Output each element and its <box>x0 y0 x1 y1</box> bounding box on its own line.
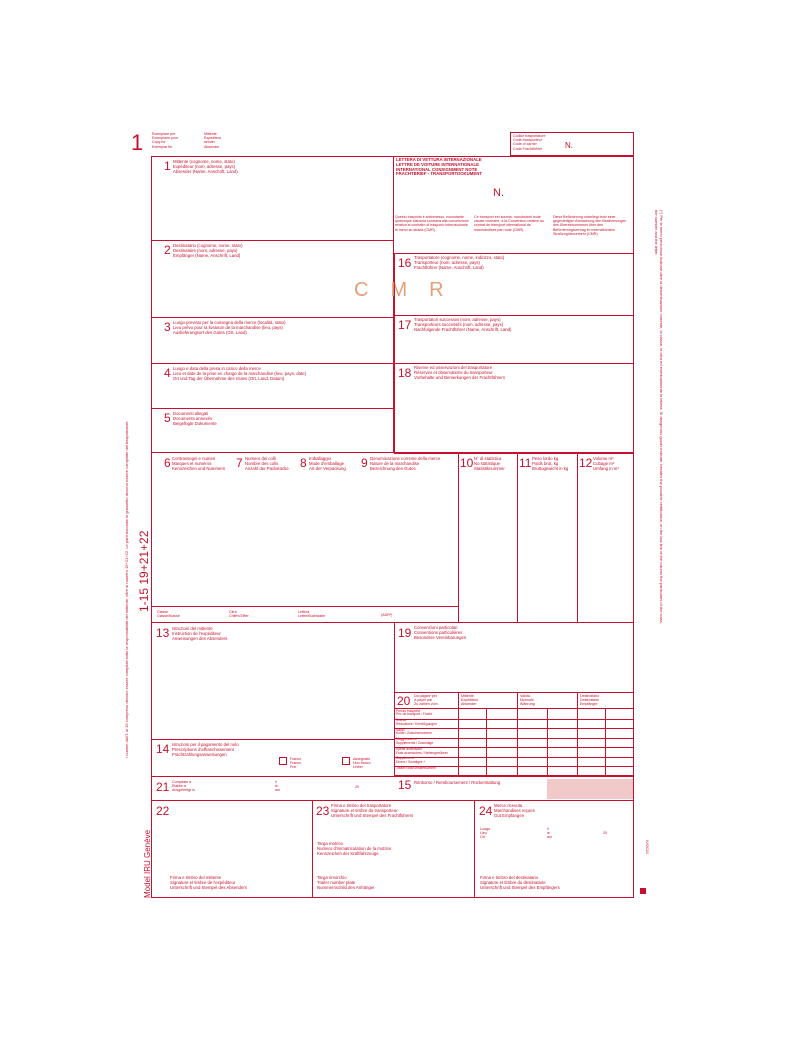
carrier-code-box[interactable] <box>510 132 634 156</box>
col-destinatario: Destinatario Destinataire Empfänger <box>580 694 600 707</box>
field-11-number: 11 <box>519 456 532 470</box>
assegnato-label: Assegnato Non franco Unfrei <box>353 757 371 770</box>
field-5-number: 5 <box>164 411 171 425</box>
document-number: N. <box>493 187 504 199</box>
copy-number: 1 <box>131 130 144 155</box>
field-16[interactable] <box>395 254 633 314</box>
col-valuta: Valuta Monnaie Währung <box>520 694 535 707</box>
field-15-number: 15 <box>398 778 412 792</box>
field-9-label: Denominazione corrente della merce Nature de la marchandise Bezeichnung des Gutes <box>370 456 441 471</box>
legend-numbers: 1-15 19+21+22 <box>137 530 151 612</box>
field-21[interactable] <box>152 778 392 799</box>
field-11-label: Peso lordo kg. Poids brut, kg Bruttogewicht in kg <box>532 456 569 471</box>
field-19-label: Convenzioni particolari Conventions particulières Besondere Vereinbarungen <box>414 625 467 640</box>
field-22-number: 22 <box>156 804 170 818</box>
field-23-number: 23 <box>316 804 330 818</box>
trailer-plate-label: Targa rimorchio Trailer number plate Nummernschild des Anhänger <box>317 875 375 890</box>
field-24-place-label: Luogo Lieu Ort <box>480 827 490 840</box>
copy-for-labels: Esemplare per Exemplaire pour Copy for Exemplar für <box>152 132 179 149</box>
field-8[interactable] <box>300 454 360 604</box>
field-19[interactable] <box>395 624 633 690</box>
field-14-number: 14 <box>156 742 170 756</box>
field-11[interactable] <box>518 454 576 620</box>
field-13[interactable] <box>152 624 392 738</box>
field-9-number: 9 <box>361 456 368 470</box>
field-4-label: Luogo e data della presa in carico della merce Lieu et date de la prise en charge de la marchandise (lieu, pays, date) Ort und Tag der Übernahme des Gutes (Ort, Land, Datum) <box>173 366 307 381</box>
field-24[interactable] <box>475 802 633 896</box>
field-5[interactable] <box>152 409 392 451</box>
field-15-label: Rimborso / Remboursement / Rückerstattung <box>414 780 501 785</box>
field-12-label: Volume m³ Cubage m³ Umfang in m³ <box>593 456 619 471</box>
field-19-number: 19 <box>398 626 412 640</box>
charge-row-label: Spese accessorie Frais accessoires / Nebengebühren <box>396 746 449 755</box>
field-24-label: Merce ricevuta Marchandises reçues Gut Empfangen <box>494 803 535 818</box>
print-code: IV/2020 <box>645 840 650 854</box>
field-21-number: 21 <box>156 780 170 794</box>
field-24-number: 24 <box>479 804 493 818</box>
field-18[interactable] <box>395 364 633 452</box>
field-15-shading <box>547 779 633 799</box>
convention-fr: Ce transport est soumis, nonobstant toute clause contraire, à la Convention relative au contrat de transport international de marchandises par route (CMR). <box>474 215 544 232</box>
field-21-date-label: il le am <box>275 780 280 793</box>
field-5-label: Documenti allegati Documents annexés Beigefügte Dokumente <box>173 411 217 426</box>
field-14[interactable] <box>152 740 392 775</box>
cmr-watermark: CMR <box>354 279 466 301</box>
charge-row-label: Supplement Divers / Sonstiges + <box>396 756 426 765</box>
field-8-number: 8 <box>300 456 307 470</box>
field-23-label: Firma e timbro del trasportatore Signature et timbre du transporteur Unterschrift und Stempel des Frachtführers <box>331 803 414 818</box>
field-14-label: Istruzioni per il pagamento del nolo Prescriptions d'affranchissement Frachtzahlungsanweisungen <box>172 742 239 757</box>
field-16-number: 16 <box>398 256 412 270</box>
copy-for-targets: Mittente Expediteur sender Absender <box>204 132 222 149</box>
field-17-label: Trasportatori successivi (nom, adresse, pays) Transporteurs successifs (nom, adresse, pays) Nachfolgende Frachtführer (Name, Anschrift, Land) <box>414 317 512 332</box>
field-3[interactable] <box>152 318 392 362</box>
legend-left-text: I numeri dall'1 al 15 compreso devono essere compilati sotto la responsabilità del mittente, oltre al numero 19+21+22. Le parti tracciate in grassetto devono essere compilate dal trasportatore. <box>124 420 129 758</box>
franco-checkbox[interactable] <box>279 757 287 765</box>
carrier-code-n: N. <box>565 141 573 150</box>
field-7-number: 7 <box>236 456 243 470</box>
legend-right-text: (*) Per le merci pericolose indicare oltre la denominazione corrente, la classe, la cifra ed eventualmente la lettera. Si dangerous goods indicate, besides the possible certification, on the last line of the column the particulars of the class, the number and the letter. <box>654 210 664 624</box>
field-13-label: Istruzioni del mittente Instruction de l'expéditeur Anweisungen des Absenders <box>172 626 228 641</box>
field-10-label: N° di statistica No statistique Statistiknummer <box>474 456 505 471</box>
field-16-label: Trasportatore (cognome, nome, indirizzo, stato) Transporteur (nom, adresse, pays) Frachtführer (Name, Anschrift, Land) <box>414 255 505 270</box>
field-20-number: 20 <box>397 694 411 708</box>
field-13-number: 13 <box>156 626 170 640</box>
field-21-label: Compilato a Etablie à Ausgefertigt in <box>172 780 195 793</box>
model-iru-label: Model IRU Genève <box>143 829 152 898</box>
carrier-code-labels: Codice trasportatore Code transporteur Code of carrier Code Frachtführer <box>513 134 546 151</box>
field-7[interactable] <box>236 454 296 604</box>
field-1-label: Mittente (cognome, nome, stato) Expéditeur (nom, adresse, pays) Absender (Name, Anschrift, Land) <box>173 159 238 174</box>
field-22-signature-label: Firma e timbro del mittente Signature et timbre de l'expéditeur Unterschrift und Stempel des Absenders <box>170 875 247 890</box>
field-4-number: 4 <box>164 366 171 380</box>
field-17-number: 17 <box>398 318 412 332</box>
field-6-number: 6 <box>164 456 171 470</box>
field-17[interactable] <box>395 316 633 362</box>
col-mittente: Mittente Expéditeur Absender <box>461 694 479 707</box>
field-7-label: Numero dei colli Nombre des colis Anzahl der Packstücke <box>245 456 289 471</box>
field-24-signature-label: Firma e timbro del destinatario Signature et timbre du destinataire Unterschrift und Stempel des Empfängers <box>480 875 560 890</box>
adr-lettera: Lettera Lettre/Buchstabe <box>298 610 326 619</box>
field-18-label: Riserve ed osservazioni del trasportatore Réserves et observations du transporteur Vorbehalte und Bemerkungen der Frachtführers <box>414 365 506 380</box>
assegnato-checkbox[interactable] <box>342 757 350 765</box>
charge-row-divider <box>394 757 634 758</box>
field-3-number: 3 <box>164 320 171 334</box>
convention-de: Diese Beförderung unterliegt trotz einer gegenteiligen Abmachung den Bestimmungen des Übereinkommens über den Beförderungsvertrag im internationalen Straßengüterverkehr (CMR). <box>553 215 627 236</box>
charge-row-label: Maggiorazioni Suppléments / Zuschläge <box>396 737 434 745</box>
adr-cifra: Cifra Chiffre/Ziffer <box>229 610 249 619</box>
field-6-label: Contrassegni e numeri Marques et numéros Kennzeichen und Nummern <box>172 456 226 471</box>
field-23[interactable] <box>313 802 473 896</box>
adr-classe: Classe Classe/Klasse <box>157 610 180 619</box>
field-24-date-label: il le am <box>547 827 552 840</box>
field-10-number: 10 <box>460 456 474 470</box>
field-12[interactable] <box>578 454 633 620</box>
field-6[interactable] <box>152 454 236 604</box>
field-1-number: 1 <box>164 159 171 173</box>
field-8-label: Imballaggio Mode d'emballage Art der Verpackung <box>309 456 346 471</box>
field-18-number: 18 <box>398 366 412 380</box>
document-title: LETTERA DI VETTURA INTERNAZIONALE LETTRE DE VOITURE INTERNATIONALE INTERNATIONAL CONSIGNMENT NOTE FRACHTBRIEF - TRANSPORTDOKUMENT <box>396 157 482 177</box>
charge-row-label: Totale/Total/Gesamtsumme <box>396 765 436 770</box>
field-24-year: 20 <box>603 831 607 835</box>
field-2-number: 2 <box>164 243 171 257</box>
charge-row-label: Prezzo trasporto Prix de transport / Fracht <box>396 708 433 717</box>
field-22[interactable] <box>152 802 311 896</box>
charge-row-label: Sconto Réductions / Ermäßigungen <box>396 718 437 726</box>
field-4[interactable] <box>152 364 392 407</box>
field-1[interactable] <box>152 157 392 239</box>
field-20-label: Da pagare per A payer par Zu zahlen vom <box>414 694 438 707</box>
field-12-number: 12 <box>579 456 593 470</box>
field-2-label: Destinatario (cognome, nome, stato) Destinataire (nom, adresse, pays) Empfänger (Name, Anschrift, Land) <box>173 243 243 258</box>
print-code-mark <box>640 888 646 894</box>
field-21-year: 20 <box>355 785 359 789</box>
charge-row-label: Saldo Solde / Zwischensumme <box>396 727 432 736</box>
franco-label: Franco Franco Frei <box>290 757 302 770</box>
field-9[interactable] <box>361 454 457 604</box>
field-10[interactable] <box>459 454 516 620</box>
convention-it: Questo trasporto è sottomesso, nonostante qualunque clausola contraria alla convenzione relativa al contratto di trasporto internazionale di merci su strada (CMR). <box>395 215 469 232</box>
tractor-plate-label: Targa motrice Numero d'immatriculation de la motrice Kennzeichen der Kraftfahrzeuge <box>317 841 392 856</box>
field-3-label: Luogo previsto per la consegna della merce (località, stato) Lieu prévu pour la livraison de la marchandise (lieu, pays) Auslieferungsort des Gutes (Ort, Land) <box>173 320 286 335</box>
adr-marker: (ADR*) <box>381 613 393 617</box>
